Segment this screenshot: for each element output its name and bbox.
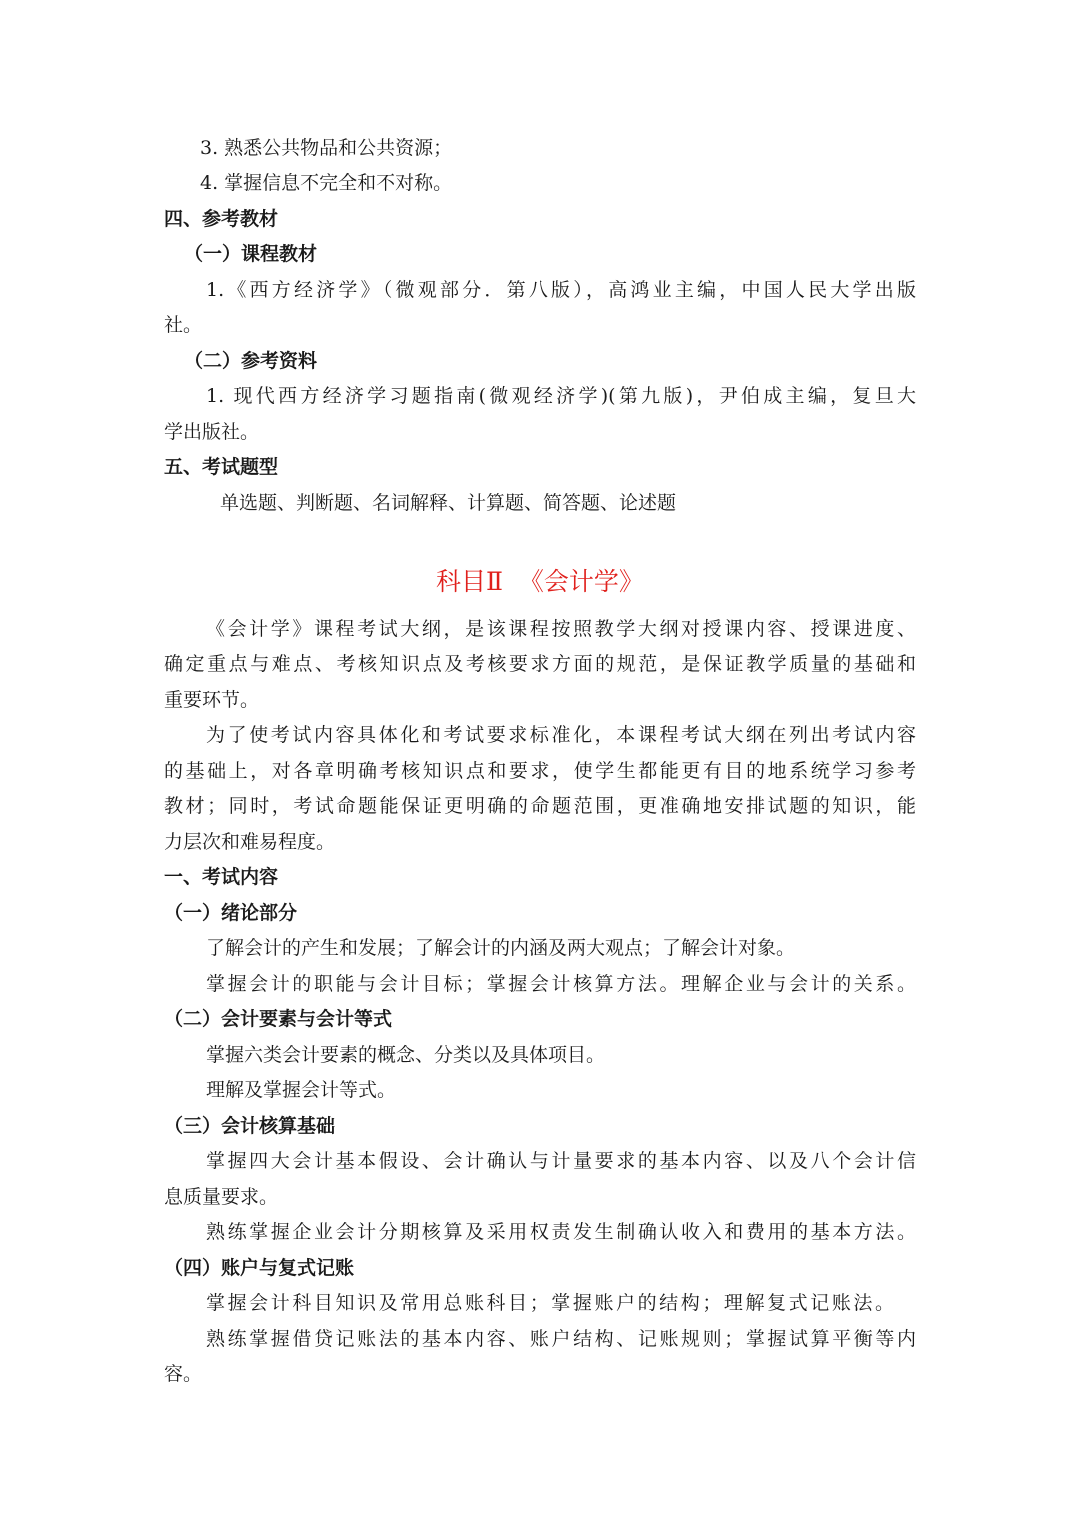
reference-entry-line-2: 学出版社。	[164, 421, 260, 443]
chapter-heading-introduction: （一）绪论部分	[164, 902, 298, 924]
chapter-1-line-2: 掌握会计的职能与会计目标；掌握会计核算方法。理解企业与会计的关系。	[206, 973, 916, 995]
reference-entry-line-1: 1. 现代西方经济学习题指南(微观经济学)(第九版)，尹伯成主编，复旦大	[206, 385, 916, 407]
chapter-2-line-1: 掌握六类会计要素的概念、分类以及具体项目。	[206, 1044, 606, 1066]
intro-paragraph-1-line-3: 重要环节。	[164, 689, 260, 711]
subheading-reference-materials: （二）参考资料	[184, 350, 318, 372]
section-heading-question-types: 五、考试题型	[164, 456, 279, 478]
chapter-4-line-2: 熟练掌握借贷记账法的基本内容、账户结构、记账规则；掌握试算平衡等内	[206, 1328, 916, 1350]
intro-paragraph-1-line-2: 确定重点与难点、考核知识点及考核要求方面的规范，是保证教学质量的基础和	[164, 653, 916, 675]
chapter-2-line-2: 理解及掌握会计等式。	[206, 1079, 397, 1101]
subheading-course-textbook: （一）课程教材	[184, 243, 318, 265]
section-heading-exam-content: 一、考试内容	[164, 866, 279, 888]
intro-paragraph-2-line-1: 为了使考试内容具体化和考试要求标准化，本课程考试大纲在列出考试内容	[206, 724, 916, 746]
chapter-3-line-2: 息质量要求。	[164, 1186, 279, 1208]
intro-paragraph-2-line-3: 教材；同时，考试命题能保证更明确的命题范围，更准确地安排试题的知识，能	[164, 795, 916, 817]
subject-title: 科目Ⅱ 《会计学》	[436, 567, 644, 596]
chapter-heading-accounting-basis: （三）会计核算基础	[164, 1115, 336, 1137]
list-item-4: 4. 掌握信息不完全和不对称。	[200, 172, 453, 194]
chapter-4-line-1: 掌握会计科目知识及常用总账科目；掌握账户的结构；理解复式记账法。	[206, 1292, 894, 1314]
textbook-entry-line-1: 1.《西方经济学》（微观部分．第八版），高鸿业主编，中国人民大学出版	[206, 279, 916, 301]
section-heading-references: 四、参考教材	[164, 208, 279, 230]
chapter-4-line-3: 容。	[164, 1363, 203, 1385]
intro-paragraph-2-line-2: 的基础上，对各章明确考核知识点和要求，使学生都能更有目的地系统学习参考	[164, 760, 916, 782]
intro-paragraph-2-line-4: 力层次和难易程度。	[164, 831, 336, 853]
chapter-3-line-3: 熟练掌握企业会计分期核算及采用权责发生制确认收入和费用的基本方法。	[206, 1221, 916, 1243]
chapter-1-line-1: 了解会计的产生和发展；了解会计的内涵及两大观点；了解会计对象。	[206, 937, 796, 959]
question-types-list: 单选题、判断题、名词解释、计算题、简答题、论述题	[220, 492, 677, 514]
chapter-heading-elements-equation: （二）会计要素与会计等式	[164, 1008, 393, 1030]
intro-paragraph-1-line-1: 《会计学》课程考试大纲，是该课程按照教学大纲对授课内容、授课进度、	[206, 618, 916, 640]
list-item-3: 3. 熟悉公共物品和公共资源；	[200, 137, 453, 159]
textbook-entry-line-2: 社。	[164, 314, 203, 336]
chapter-heading-accounts-double-entry: （四）账户与复式记账	[164, 1257, 355, 1279]
chapter-3-line-1: 掌握四大会计基本假设、会计确认与计量要求的基本内容、以及八个会计信	[206, 1150, 916, 1172]
